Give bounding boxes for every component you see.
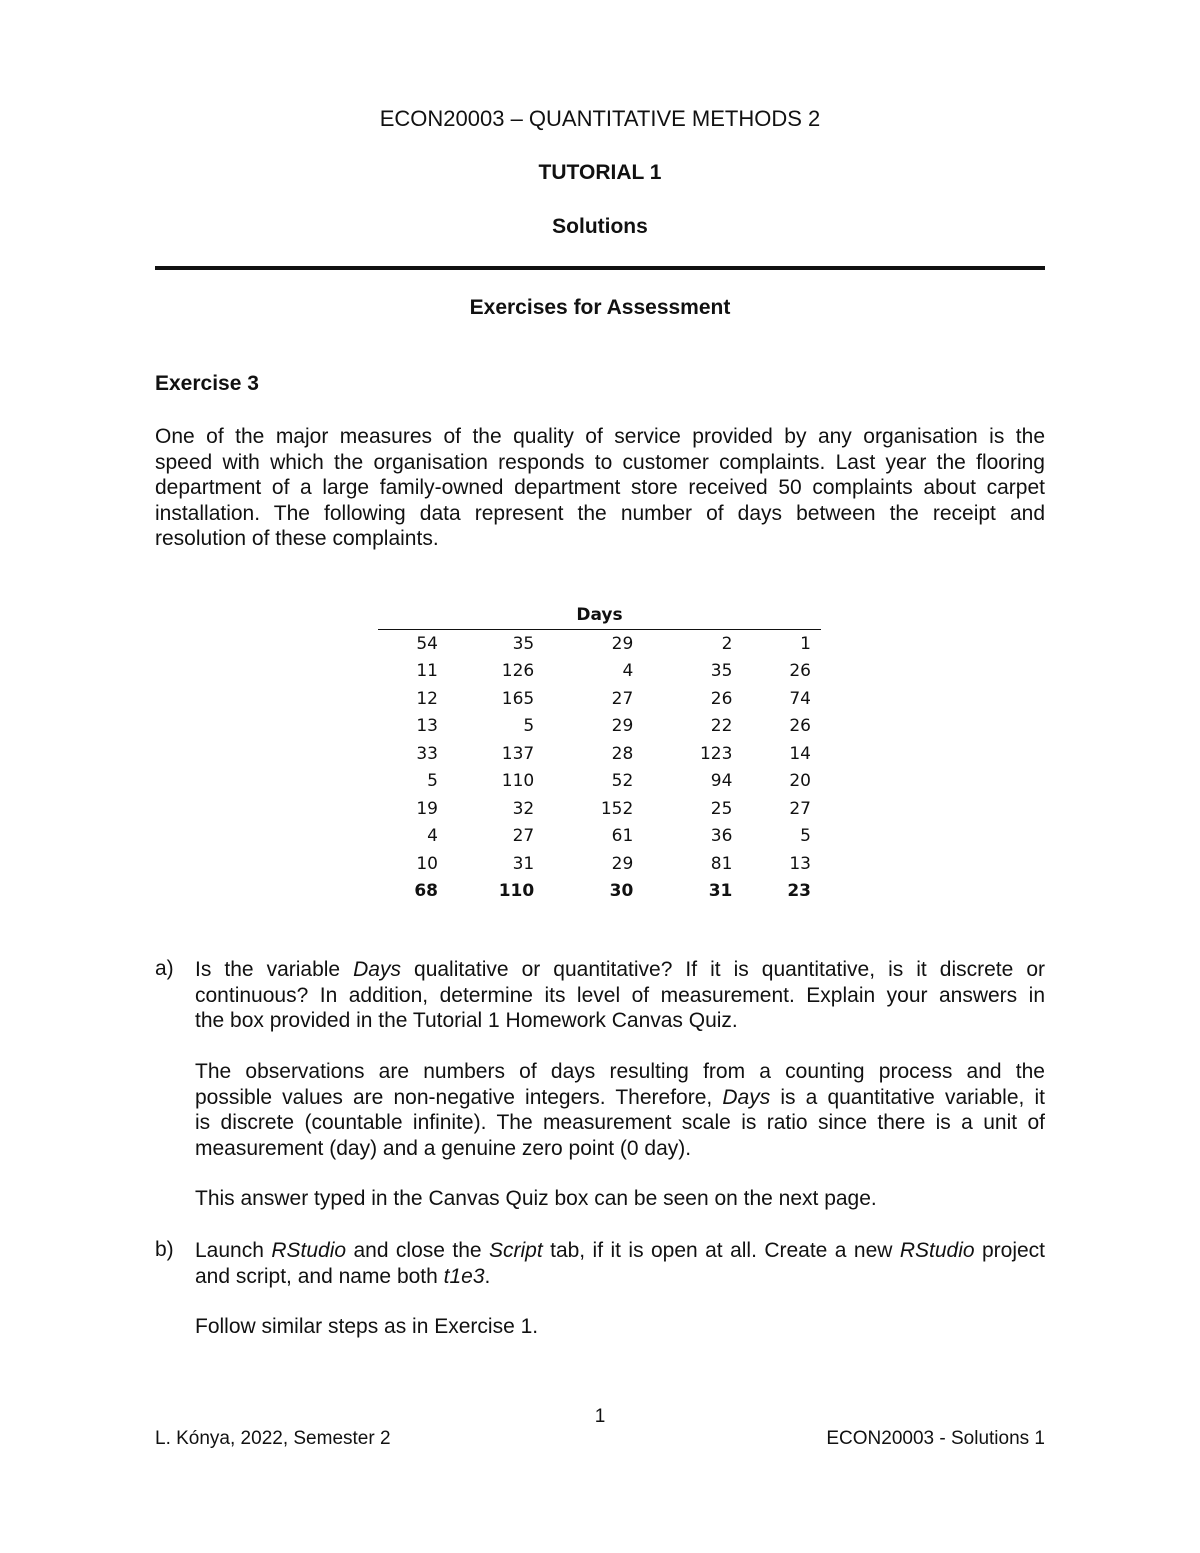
table-row xyxy=(378,658,821,686)
solutions-subtitle: Solutions xyxy=(552,215,648,238)
table-cell: 5 xyxy=(427,771,438,792)
table-cell: 32 xyxy=(512,798,535,819)
tutorial-title: TUTORIAL 1 xyxy=(538,161,662,184)
question-line: the box provided in the Tutorial 1 Homework Canvas Quiz. xyxy=(195,1009,738,1032)
text-run: and close the xyxy=(346,1239,489,1262)
text-run: Is the variable xyxy=(195,958,354,981)
question-line xyxy=(195,1238,1045,1264)
footer-course: ECON20003 - Solutions 1 xyxy=(826,1428,1045,1449)
table-cell: 23 xyxy=(787,881,811,902)
table-cell: 35 xyxy=(512,633,535,654)
answer-line xyxy=(195,1085,1045,1111)
footer-author: L. Kónya, 2022, Semester 2 xyxy=(155,1428,391,1449)
table-header: Days xyxy=(378,604,821,630)
table-cell: 36 xyxy=(710,826,733,847)
table-cell: 27 xyxy=(789,798,811,819)
table-cell: 11 xyxy=(416,661,438,682)
days-table xyxy=(378,604,821,905)
text-run: project xyxy=(974,1239,1046,1262)
table-cell: 54 xyxy=(416,633,438,654)
table-cell: 2 xyxy=(721,633,733,654)
table-cell: 137 xyxy=(501,743,535,764)
answer-line: is discrete (countable infinite). The measurement scale is ratio since there is a unit of xyxy=(195,1111,1045,1134)
question-a-label: a) xyxy=(155,957,174,980)
table-cell: 29 xyxy=(611,633,634,654)
table-cell: 152 xyxy=(600,798,634,819)
text-run: possible values are non-negative integers. Therefore, xyxy=(195,1085,723,1109)
table-cell: 29 xyxy=(611,716,634,737)
table-cell: 26 xyxy=(789,661,811,682)
table-cell: 4 xyxy=(427,826,438,847)
table-cell: 29 xyxy=(611,853,634,874)
table-cell: 28 xyxy=(611,743,634,764)
table-cell: 31 xyxy=(512,853,535,874)
table-cell: 110 xyxy=(498,881,535,902)
table-cell: 20 xyxy=(789,771,811,792)
table-cell: 61 xyxy=(611,826,634,847)
table-row xyxy=(378,630,821,658)
table-cell: 94 xyxy=(710,771,733,792)
exercise-title: Exercise 3 xyxy=(155,372,259,395)
answer-a-text xyxy=(195,1059,1045,1161)
table-cell: 35 xyxy=(710,661,733,682)
text-run: . xyxy=(484,1264,491,1288)
question-b-text xyxy=(195,1238,1045,1289)
course-title: ECON20003 – QUANTITATIVE METHODS 2 xyxy=(379,106,821,131)
table-cell: 27 xyxy=(611,688,634,709)
question-line xyxy=(195,957,1045,983)
table-cell: 68 xyxy=(414,881,438,902)
table-cell: 13 xyxy=(416,716,438,737)
title-divider xyxy=(155,266,1045,270)
table-cell: 27 xyxy=(512,826,535,847)
question-line xyxy=(195,1264,1045,1290)
table-row xyxy=(378,713,821,741)
italic-term: Days xyxy=(722,1085,771,1109)
table-cell: 13 xyxy=(789,853,811,874)
table-row xyxy=(378,878,821,906)
table-cell: 81 xyxy=(710,853,733,874)
table-cell: 4 xyxy=(622,661,634,682)
italic-term: Days xyxy=(353,958,401,981)
table-cell: 123 xyxy=(699,743,733,764)
table-cell: 30 xyxy=(609,881,634,902)
text-run: qualitative or quantitative? If it is quantitative, is it discrete or xyxy=(401,958,1045,981)
exercise-intro xyxy=(155,424,1045,552)
italic-term: RStudio xyxy=(899,1239,975,1262)
section-title: Exercises for Assessment xyxy=(469,296,731,319)
table-cell: 165 xyxy=(501,688,535,709)
table-cell: 5 xyxy=(523,716,535,737)
italic-term: t1e3 xyxy=(443,1264,485,1288)
text-run: Launch xyxy=(195,1239,272,1262)
question-b-label: b) xyxy=(155,1238,174,1261)
intro-line: speed with which the organisation responds to customer complaints. Last year the flooring xyxy=(155,450,1045,474)
text-run: tab, if it is open at all. Create a new xyxy=(542,1239,900,1262)
italic-term: Script xyxy=(489,1239,543,1262)
answer-line: The observations are numbers of days resulting from a counting process and the xyxy=(195,1060,1045,1083)
table-cell: 14 xyxy=(789,743,811,764)
table-cell: 1 xyxy=(800,633,811,654)
table-cell: 12 xyxy=(416,688,438,709)
page-number: 1 xyxy=(594,1406,606,1427)
table-row xyxy=(378,850,821,878)
table-row xyxy=(378,795,821,823)
table-cell: 26 xyxy=(789,716,811,737)
table-cell: 31 xyxy=(708,881,733,902)
table-cell: 33 xyxy=(416,743,438,764)
table-cell: 22 xyxy=(710,716,733,737)
table-cell: 52 xyxy=(611,771,634,792)
table-row xyxy=(378,768,821,796)
question-line: continuous? In addition, determine its level of measurement. Explain your answers in xyxy=(195,983,1045,1007)
answer-a-note: This answer typed in the Canvas Quiz box can be seen on the next page. xyxy=(195,1187,877,1210)
italic-term: RStudio xyxy=(271,1239,347,1262)
table-row xyxy=(378,823,821,851)
text-run: is a quantitative variable, it xyxy=(770,1085,1045,1109)
table-cell: 126 xyxy=(501,661,535,682)
answer-b-text: Follow similar steps as in Exercise 1. xyxy=(195,1315,539,1338)
intro-line: installation. The following data represent the number of days between the receipt and xyxy=(155,501,1045,525)
answer-line: measurement (day) and a genuine zero point (0 day). xyxy=(195,1136,692,1160)
intro-line: resolution of these complaints. xyxy=(155,527,439,550)
text-run: and script, and name both xyxy=(195,1264,444,1288)
table-row xyxy=(378,740,821,768)
question-a-text xyxy=(195,957,1045,1034)
intro-line: department of a large family-owned department store received 50 complaints about carpet xyxy=(155,476,1045,499)
table-cell: 19 xyxy=(416,798,438,819)
table-cell: 110 xyxy=(501,771,535,792)
intro-line: One of the major measures of the quality of service provided by any organisation is the xyxy=(155,425,1045,448)
table-cell: 25 xyxy=(710,798,733,819)
table-cell: 26 xyxy=(710,688,733,709)
table-cell: 10 xyxy=(416,853,438,874)
table-row xyxy=(378,685,821,713)
table-cell: 74 xyxy=(789,688,811,709)
table-cell: 5 xyxy=(800,826,811,847)
